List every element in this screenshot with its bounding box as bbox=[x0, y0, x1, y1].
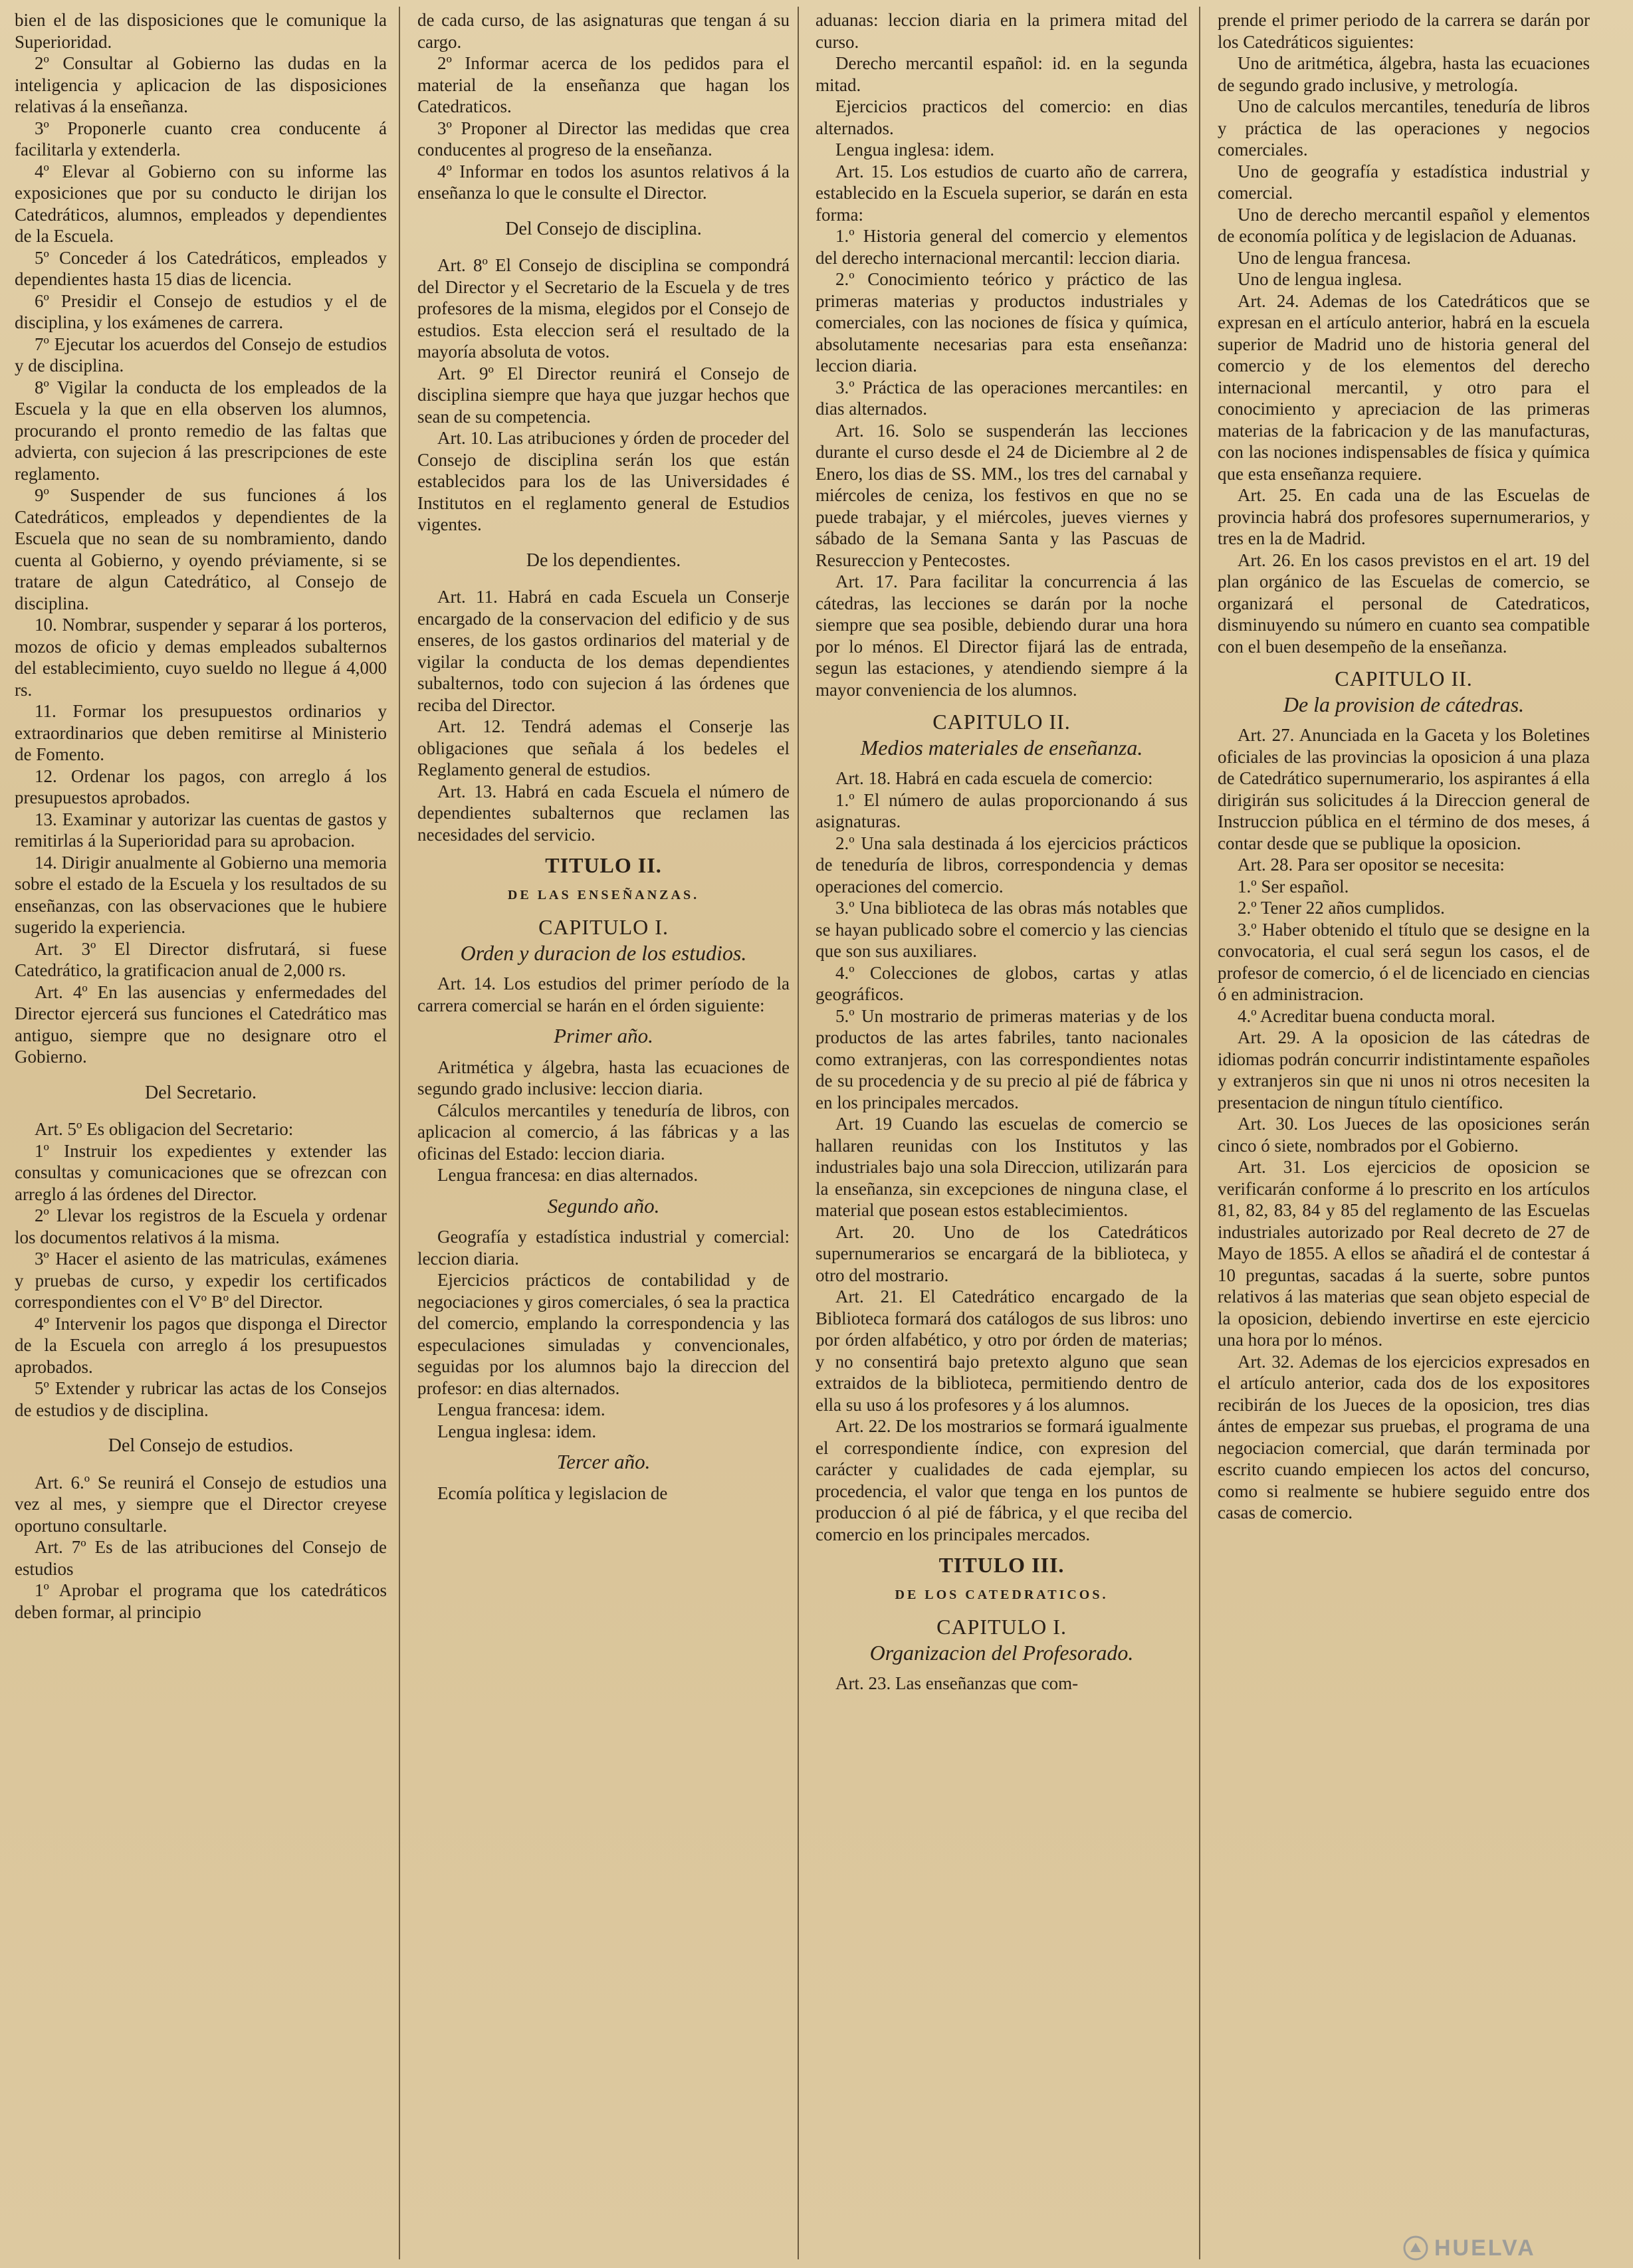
paragraph: Art. 26. En los casos previstos en el art. 19 del plan orgánico de las Escuelas de comercio, se organizará el personal de Catedraticos, disminuyendo su número en cuanto sea compatible con el buen desempeño de la enseñanza. bbox=[1218, 550, 1590, 657]
paragraph: 3.º Haber obtenido el título que se designe en la convocatoria, el cual será segun los casos, el de profesor de comercio, ó el de licenciado en ciencias ó en administracion. bbox=[1218, 919, 1590, 1004]
paragraph: Art. 15. Los estudios de cuarto año de carrera, establecido en la Escuela superior, se darán en esta forma: bbox=[816, 161, 1188, 225]
paragraph: Art. 25. En cada una de las Escuelas de provincia habrá dos profesores supernumerarios, y tres en la de Madrid. bbox=[1218, 485, 1590, 548]
paragraph: 12. Ordenar los pagos, con arreglo á los presupuestos aprobados. bbox=[15, 766, 387, 807]
paragraph: Art. 30. Los Jueces de las oposiciones serán cinco ó siete, nombrados por el Gobierno. bbox=[1218, 1114, 1590, 1156]
paragraph: 1º Aprobar el programa que los catedráticos deben formar, al principio bbox=[15, 1580, 387, 1622]
paragraph: 5.º Un mostrario de primeras materias y de los productos de las artes fabriles, tanto nacionales como extranjeras, con las correspondientes notas de su procedencia y de su precio al pié de fábrica y en los principales mercados. bbox=[816, 1005, 1188, 1112]
paragraph: Art. 31. Los ejercicios de oposicion se verificarán conforme á lo prescrito en los artículos 81, 82, 83, 84 y 85 del reglamento de las Escuelas industriales autorizado por Real decreto de 27 de Mayo de 1855. A ellos se añadirá el de contestar á 10 preguntas, sacadas á la suerte, sobre puntos relativos á las materias que sean objeto especial de la oposicion, debiendo invertirse en este ejercicio una hora por lo ménos. bbox=[1218, 1157, 1590, 1350]
paragraph: 1.º El número de aulas proporcionando á sus asignaturas. bbox=[816, 789, 1188, 831]
paragraph: 2º Llevar los registros de la Escuela y ordenar los documentos relativos á la misma. bbox=[15, 1205, 387, 1247]
paragraph: Art. 9º El Director reunirá el Consejo de disciplina siempre que haya que juzgar hechos que sean de su competencia. bbox=[417, 363, 790, 427]
paragraph: Art. 17. Para facilitar la concurrencia á las cátedras, las lecciones se darán por la noche siempre que sea posible, debiendo durar una hora por lo ménos. El Director fijará las de entrada, segun las estaciones, y atendiendo siempre á la mayor conveniencia de los alumnos. bbox=[816, 571, 1188, 700]
paragraph: Art. 16. Solo se suspenderán las lecciones durante el curso desde el 24 de Diciembre al 2 de Enero, los dias de SS. MM., los tres del carnabal y miércoles de ceniza, los festivos en que no se puede trabajar, y el miércoles, jueves viernes y sábado de la Semana Santa y las Pascuas de Resureccion y Pentecostes. bbox=[816, 420, 1188, 570]
section-heading: Del Consejo de estudios. bbox=[108, 1435, 294, 1456]
paragraph: Lengua francesa: en dias alternados. bbox=[437, 1165, 699, 1185]
paragraph: 5º Extender y rubricar las actas de los Consejos de estudios y de disciplina. bbox=[15, 1378, 387, 1420]
paragraph: Geografía y estadística industrial y comercial: leccion diaria. bbox=[417, 1227, 790, 1269]
paragraph: Art. 21. El Catedrático encargado de la Biblioteca formará dos catálogos de sus libros: uno por órden alfabético, y otro por órden de materias; y no consentirá bajo pretexto alguno que sean extraidos de la biblioteca, permitiendo dentro de ella su uso á los profesores y á los alumnos. bbox=[816, 1287, 1188, 1415]
paragraph: Art. 12. Tendrá ademas el Conserje las obligaciones que señala á los bedeles el Reglamento general de estudios. bbox=[417, 716, 790, 779]
chapter-heading: CAPITULO I. bbox=[936, 1615, 1067, 1639]
paragraph: 4º Informar en todos los asuntos relativos á la enseñanza lo que le consulte el Director. bbox=[417, 161, 790, 203]
paragraph: Uno de lengua inglesa. bbox=[1238, 269, 1402, 289]
title-heading: TITULO III. bbox=[938, 1553, 1065, 1577]
paragraph: Lengua inglesa: idem. bbox=[437, 1421, 597, 1441]
archive-watermark-label: HUELVA bbox=[1434, 2235, 1536, 2261]
paragraph: 3.º Una biblioteca de las obras más notables que se hayan publicado sobre el comercio y las ciencias que son sus auxiliares. bbox=[816, 898, 1188, 961]
text-column-4 bbox=[1218, 9, 1590, 2255]
chapter-subtitle: Medios materiales de enseñanza. bbox=[860, 735, 1143, 760]
paragraph: Art. 6.º Se reunirá el Consejo de estudios una vez al mes, y siempre que el Director creyese oportuno consultarle. bbox=[15, 1472, 387, 1536]
paragraph: 1.º Historia general del comercio y elementos del derecho internacional mercantil: leccion diaria. bbox=[816, 226, 1188, 268]
paragraph: 4.º Colecciones de globos, cartas y atlas geográficos. bbox=[816, 962, 1188, 1004]
paragraph: Uno de geografía y estadística industrial y comercial. bbox=[1218, 161, 1590, 203]
paragraph: Art. 7º Es de las atribuciones del Consejo de estudios bbox=[15, 1537, 387, 1579]
chapter-heading: CAPITULO I. bbox=[538, 915, 669, 939]
text-column-3 bbox=[816, 9, 1188, 2255]
title-subheading: DE LOS CATEDRATICOS. bbox=[895, 1587, 1109, 1602]
paragraph: Art. 13. Habrá en cada Escuela el número de dependientes subalternos que reclamen las necesidades del servicio. bbox=[417, 781, 790, 845]
section-heading: De los dependientes. bbox=[526, 550, 681, 571]
chapter-heading: CAPITULO II. bbox=[1335, 667, 1473, 690]
paragraph: 13. Examinar y autorizar las cuentas de gastos y remitirlas á la Superioridad para su aprobacion. bbox=[15, 809, 387, 851]
archive-seal-icon bbox=[1402, 2235, 1429, 2261]
continued-paragraph: de cada curso, de las asignaturas que tengan á su cargo. bbox=[417, 10, 790, 52]
paragraph: Art. 32. Ademas de los ejercicios expresados en el artículo anterior, cada dos de los expositores recibirán de los Jueces de la oposicion, tres dias ántes de empezar sus pruebas, el programa de una negociacion comercial, que darán terminada por escrito cuando empiecen los actos del concurso, como si realmente se hubiere seguido entre dos casas de comercio. bbox=[1218, 1351, 1590, 1522]
paragraph: 3º Proponerle cuanto crea conducente á facilitarla y extenderla. bbox=[15, 118, 387, 159]
year-heading: Segundo año. bbox=[547, 1193, 660, 1217]
paragraph: Art. 10. Las atribuciones y órden de proceder del Consejo de disciplina serán los que están establecidos para los de las Universidades é Institutos en el reglamento general de Estudios vigentes. bbox=[417, 428, 790, 534]
text-column-2 bbox=[417, 9, 790, 2255]
continued-paragraph: aduanas: leccion diaria en la primera mitad del curso. bbox=[816, 10, 1188, 52]
paragraph: Art. 11. Habrá en cada Escuela un Conserje encargado de la conservacion del edificio y de sus enseres, de los gastos ordinarios del material y de vigilar la conducta de los demas dependientes subalternos, todo con sujecion á las órdenes que reciba del Director. bbox=[417, 587, 790, 715]
paragraph: Derecho mercantil español: id. en la segunda mitad. bbox=[816, 53, 1188, 95]
archive-watermark bbox=[1402, 2233, 1622, 2263]
chapter-subtitle: Orden y duracion de los estudios. bbox=[460, 940, 747, 965]
paragraph: Cálculos mercantiles y teneduría de libros, con aplicacion al comercio, á las fábricas y a las oficinas del Estado: leccion diaria. bbox=[417, 1100, 790, 1164]
paragraph: Uno de derecho mercantil español y elementos de economía política y de legislacion de Aduanas. bbox=[1218, 204, 1590, 246]
paragraph: Art. 24. Ademas de los Catedráticos que se expresan en el artículo anterior, habrá en la escuela superior de Madrid uno de historia general del comercio y de los elementos del derecho internacional mercantil, y otro para el conocimiento y apreciacion de las primeras materias de la fabricacion y de las manufacturas, con las nociones indispensables de física y química que esta enseñanza requiere. bbox=[1218, 290, 1590, 484]
paragraph: 8º Vigilar la conducta de los empleados de la Escuela y la que en ella observen los alumnos, procurando el pronto remedio de las faltas que advierta, con sujecion á las prescripciones de este reglamento. bbox=[15, 377, 387, 484]
column-rule bbox=[399, 7, 400, 2259]
paragraph: Art. 23. Las enseñanzas que com- bbox=[835, 1673, 1079, 1693]
paragraph: Art. 18. Habrá en cada escuela de comercio: bbox=[835, 768, 1153, 788]
chapter-subtitle: Organizacion del Profesorado. bbox=[869, 1640, 1134, 1665]
paragraph: 1º Instruir los expedientes y extender las consultas y comunicaciones que se ofrezcan con arreglo á las órdenes del Director. bbox=[15, 1140, 387, 1204]
column-rule bbox=[1199, 7, 1200, 2259]
paragraph: Art. 5º Es obligacion del Secretario: bbox=[35, 1119, 294, 1139]
text-column-1 bbox=[15, 9, 387, 2255]
paragraph: Art. 3º El Director disfrutará, si fuese Catedrático, la gratificacion anual de 2,000 rs. bbox=[15, 938, 387, 980]
title-heading: TITULO II. bbox=[545, 853, 662, 877]
paragraph: 4º Elevar al Gobierno con su informe las exposiciones que por su conducto le dirijan los Catedráticos, alumnos, empleados y dependientes de la Escuela. bbox=[15, 161, 387, 246]
paragraph: Art. 4º En las ausencias y enfermedades del Director ejercerá sus funciones el Catedrático mas antiguo, siempre que no designare otro el Gobierno. bbox=[15, 981, 387, 1067]
paragraph: 2º Informar acerca de los pedidos para el material de la enseñanza que hagan los Catedraticos. bbox=[417, 53, 790, 116]
paragraph: Art. 14. Los estudios del primer período de la carrera comercial se harán en el órden siguiente: bbox=[417, 974, 790, 1015]
paragraph: Ejercicios practicos del comercio: en dias alternados. bbox=[816, 96, 1188, 138]
chapter-subtitle: De la provision de cátedras. bbox=[1283, 692, 1525, 716]
paragraph: Art. 29. A la oposicion de las cátedras de idiomas podrán concurrir indistintamente españoles y extranjeros sin que ni unos ni otros necesiten la presentacion de ningun título científico. bbox=[1218, 1027, 1590, 1112]
paragraph: 10. Nombrar, suspender y separar á los porteros, mozos de oficio y demas empleados subalternos del establecimiento, cuyo sueldo no llegue á 4,000 rs. bbox=[15, 615, 387, 700]
paragraph: 2.º Tener 22 años cumplidos. bbox=[1238, 898, 1445, 918]
paragraph: Art. 27. Anunciada en la Gaceta y los Boletines oficiales de las provincias la oposicion á una plaza de Catedrático supernumerario, los aspirantes á ella dirigirán sus solicitudes á la Direccion general de Instruccion pública en el término de dos meses, á contar desde que se publique la oposicion. bbox=[1218, 725, 1590, 853]
paragraph: 14. Dirigir anualmente al Gobierno una memoria sobre el estado de la Escuela y los resultados de su enseñanzas, con las observaciones que le hubiere sugerido la experiencia. bbox=[15, 852, 387, 937]
title-subheading: DE LAS ENSEÑANZAS. bbox=[507, 887, 700, 902]
paragraph: Art. 20. Uno de los Catedráticos supernumerarios se encargará de la biblioteca, y otro del mostrario. bbox=[816, 1221, 1188, 1285]
paragraph: Uno de aritmética, álgebra, hasta las ecuaciones de segundo grado inclusive, y metrología. bbox=[1218, 53, 1590, 95]
paragraph: 5º Conceder á los Catedráticos, empleados y dependientes hasta 15 dias de licencia. bbox=[15, 247, 387, 289]
paragraph: 4.º Acreditar buena conducta moral. bbox=[1238, 1005, 1495, 1026]
paragraph: Art. 19 Cuando las escuelas de comercio se hallaren reunidas con los Institutos y las industriales bajo una sola Direccion, utilizarán para la enseñanza, sin excepciones de ninguna clase, el material que posean estos establecimientos. bbox=[816, 1114, 1188, 1220]
section-heading: Del Consejo de disciplina. bbox=[505, 218, 702, 239]
paragraph: 4º Intervenir los pagos que disponga el Director de la Escuela con arreglo á los presupuestos aprobados. bbox=[15, 1313, 387, 1377]
year-heading: Primer año. bbox=[554, 1024, 653, 1047]
paragraph: Aritmética y álgebra, hasta las ecuaciones de segundo grado inclusive: leccion diaria. bbox=[417, 1057, 790, 1098]
year-heading: Tercer año. bbox=[556, 1450, 651, 1473]
paragraph: 1.º Ser español. bbox=[1238, 876, 1349, 896]
paragraph: Art. 28. Para ser opositor se necesita: bbox=[1238, 855, 1505, 875]
chapter-heading: CAPITULO II. bbox=[932, 710, 1071, 734]
paragraph: Ecomía política y legislacion de bbox=[437, 1483, 668, 1503]
paragraph: 2.º Una sala destinada á los ejercicios prácticos de teneduría de libros, correspondencia y demas operaciones del comercio. bbox=[816, 833, 1188, 896]
paragraph: 7º Ejecutar los acuerdos del Consejo de estudios y de disciplina. bbox=[15, 334, 387, 375]
paragraph: Art. 22. De los mostrarios se formará igualmente el correspondiente índice, con expresion del carácter y cualidades de cada ejemplar, su procedencia, el valor que tenga en los puntos de produccion ó al pié de fábrica, y el que reciba del comercio en los principales mercados. bbox=[816, 1416, 1188, 1544]
paragraph: 3º Proponer al Director las medidas que crea conducentes al progreso de la enseñanza. bbox=[417, 118, 790, 159]
paragraph: 9º Suspender de sus funciones á los Catedráticos, empleados y dependientes de la Escuela que no sean de su nombramiento, dando cuenta al Gobierno, y oyendo préviamente, si se tratare de algun Catedrático, al Consejo de disciplina. bbox=[15, 485, 387, 613]
paragraph: 3º Hacer el asiento de las matriculas, exámenes y pruebas de curso, y expedir los certificados correspondientes con el Vº Bº del Director. bbox=[15, 1249, 387, 1312]
paragraph: Art. 8º El Consejo de disciplina se compondrá del Director y el Secretario de la Escuela y de tres profesores de la misma, elegidos por el Consejo de estudios. Esta eleccion será el resultado de la mayoría absoluta de votos. bbox=[417, 255, 790, 361]
paragraph: Lengua francesa: idem. bbox=[437, 1399, 605, 1419]
paragraph: Uno de lengua francesa. bbox=[1238, 247, 1411, 268]
paragraph: 2.º Conocimiento teórico y práctico de las primeras materias y productos industriales y comerciales, con las nociones de física y química, absolutamente necesarias para esta enseñanza: leccion diaria. bbox=[816, 269, 1188, 375]
paragraph: 2º Consultar al Gobierno las dudas en la inteligencia y aplicacion de las disposiciones relativas á la enseñanza. bbox=[15, 53, 387, 116]
paragraph: 11. Formar los presupuestos ordinarios y extraordinarios que deben remitirse al Ministerio de Fomento. bbox=[15, 701, 387, 764]
column-rule bbox=[798, 7, 799, 2259]
paragraph: 6º Presidir el Consejo de estudios y el de disciplina, y los exámenes de carrera. bbox=[15, 290, 387, 332]
section-heading: Del Secretario. bbox=[145, 1082, 257, 1103]
paragraph: 3.º Práctica de las operaciones mercantiles: en dias alternados. bbox=[816, 377, 1188, 419]
continued-paragraph: prende el primer periodo de la carrera se darán por los Catedráticos siguientes: bbox=[1218, 10, 1590, 52]
paragraph: Lengua inglesa: idem. bbox=[835, 140, 995, 159]
continued-paragraph: bien el de las disposiciones que le comunique la Superioridad. bbox=[15, 10, 387, 52]
paragraph: Ejercicios prácticos de contabilidad y de negociaciones y giros comerciales, ó sea la practica del comercio, emplando la correspondencia y las especulaciones simuladas y convencionales, seguidas por los alumnos bajo la direccion del profesor: en dias alternados. bbox=[417, 1270, 790, 1398]
paragraph: Uno de calculos mercantiles, teneduría de libros y práctica de las operaciones y negocios comerciales. bbox=[1218, 96, 1590, 159]
